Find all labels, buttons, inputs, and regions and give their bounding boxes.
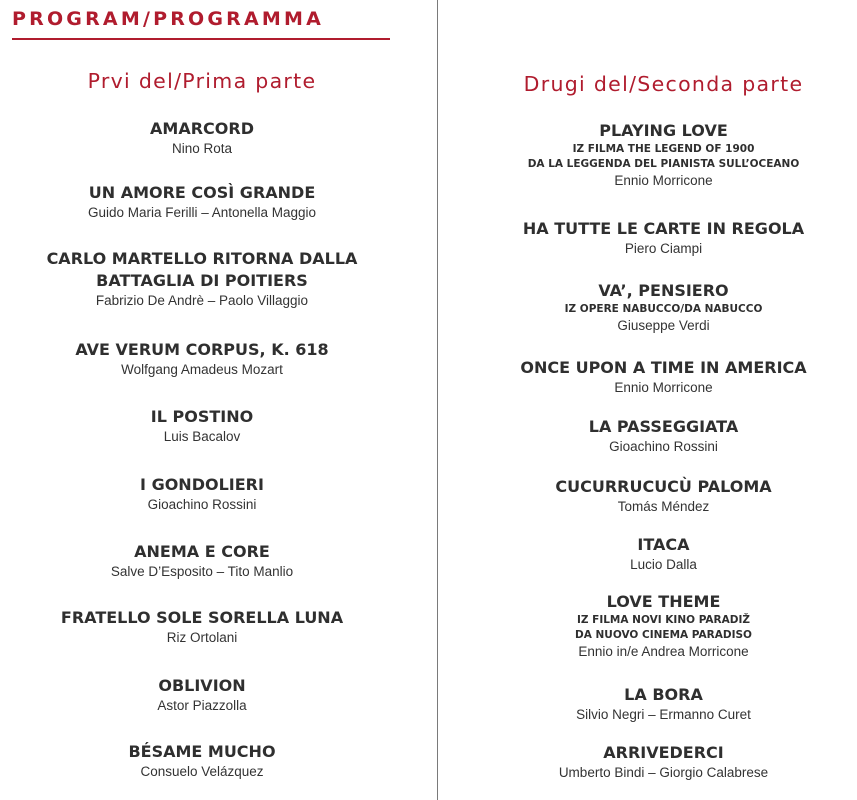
piece-composer: Piero Ciampi	[624, 241, 703, 256]
piece-title: VA’, PENSIERO	[598, 281, 729, 300]
piece-title: BÉSAME MUCHO	[128, 742, 276, 761]
program-item	[470, 684, 857, 724]
piece-title: FRATELLO SOLE SORELLA LUNA	[60, 608, 344, 627]
piece-title: ARRIVEDERCI	[603, 743, 724, 762]
piece-composer: Gioachino Rossini	[147, 497, 257, 512]
first-part-title: Prvi del/Prima parte	[87, 69, 317, 93]
piece-source-note: DA NUOVO CINEMA PARADISO	[575, 629, 752, 641]
program-item	[0, 182, 404, 222]
piece-composer: Ennio in/e Andrea Morricone	[578, 644, 749, 659]
program-item	[470, 120, 857, 190]
piece-source-note: IZ FILMA THE LEGEND OF 1900	[572, 143, 755, 155]
second-part-title: Drugi del/Seconda parte	[523, 72, 804, 96]
program-item	[0, 541, 404, 581]
piece-title: LOVE THEME	[606, 592, 721, 611]
piece-composer: Guido Maria Ferilli – Antonella Maggio	[87, 205, 317, 220]
piece-composer: Astor Piazzolla	[157, 698, 247, 713]
program-item	[470, 218, 857, 258]
program-item	[470, 280, 857, 335]
piece-source-note: IZ OPERE NABUCCO/DA NABUCCO	[564, 303, 763, 315]
piece-title: UN AMORE COSÌ GRANDE	[88, 183, 316, 202]
piece-title: ANEMA E CORE	[134, 542, 270, 561]
piece-title-line-2: BATTAGLIA DI POITIERS	[96, 271, 308, 290]
piece-composer: Ennio Morricone	[614, 380, 713, 395]
piece-title: LA PASSEGGIATA	[588, 417, 739, 436]
program-title: PROGRAM/PROGRAMMA	[12, 8, 325, 30]
piece-composer: Gioachino Rossini	[609, 439, 718, 454]
program-header	[12, 6, 390, 40]
piece-composer: Ennio Morricone	[614, 173, 713, 188]
piece-title: I GONDOLIERI	[140, 475, 264, 494]
piece-composer: Nino Rota	[171, 141, 233, 156]
piece-title: IL POSTINO	[150, 407, 254, 426]
piece-composer: Silvio Negri – Ermanno Curet	[576, 707, 751, 722]
piece-composer: Salve D’Esposito – Tito Manlio	[110, 564, 294, 579]
piece-title: ONCE UPON A TIME IN AMERICA	[520, 358, 807, 377]
program-item	[470, 591, 857, 661]
program-item	[0, 741, 404, 781]
program-item	[470, 476, 857, 516]
program-item	[0, 248, 404, 310]
program-item	[470, 534, 857, 574]
program-item	[470, 416, 857, 456]
piece-composer: Riz Ortolani	[166, 630, 238, 645]
program-item	[0, 474, 404, 514]
piece-composer: Consuelo Velázquez	[140, 764, 264, 779]
piece-title: AMARCORD	[150, 119, 254, 138]
piece-source-note: DA LA LEGGENDA DEL PIANISTA SULL’OCEANO	[527, 158, 800, 170]
piece-composer: Giuseppe Verdi	[617, 318, 710, 333]
piece-title: CUCURRUCUCÙ PALOMA	[555, 477, 772, 496]
piece-composer: Luis Bacalov	[163, 429, 241, 444]
piece-title: AVE VERUM CORPUS, K. 618	[75, 340, 329, 359]
column-divider	[437, 0, 438, 800]
piece-title: CARLO MARTELLO RITORNA DALLA	[46, 249, 358, 268]
piece-composer: Umberto Bindi – Giorgio Calabrese	[558, 765, 769, 780]
piece-composer: Tomás Méndez	[617, 499, 710, 514]
program-item	[470, 742, 857, 782]
header-underline	[12, 38, 390, 40]
piece-composer: Fabrizio De Andrè – Paolo Villaggio	[95, 293, 309, 308]
program-item	[0, 339, 404, 379]
piece-title: OBLIVION	[158, 676, 246, 695]
program-item	[0, 406, 404, 446]
piece-title: ITACA	[637, 535, 690, 554]
program-item	[470, 357, 857, 397]
piece-composer: Lucio Dalla	[630, 557, 697, 572]
piece-source-note: IZ FILMA NOVI KINO PARADIŽ	[576, 614, 750, 626]
piece-title: HA TUTTE LE CARTE IN REGOLA	[522, 219, 805, 238]
piece-composer: Wolfgang Amadeus Mozart	[121, 362, 283, 377]
program-item	[0, 675, 404, 715]
program-item	[0, 607, 404, 647]
piece-title: PLAYING LOVE	[599, 121, 728, 140]
piece-title: LA BORA	[624, 685, 703, 704]
program-item	[0, 118, 404, 158]
